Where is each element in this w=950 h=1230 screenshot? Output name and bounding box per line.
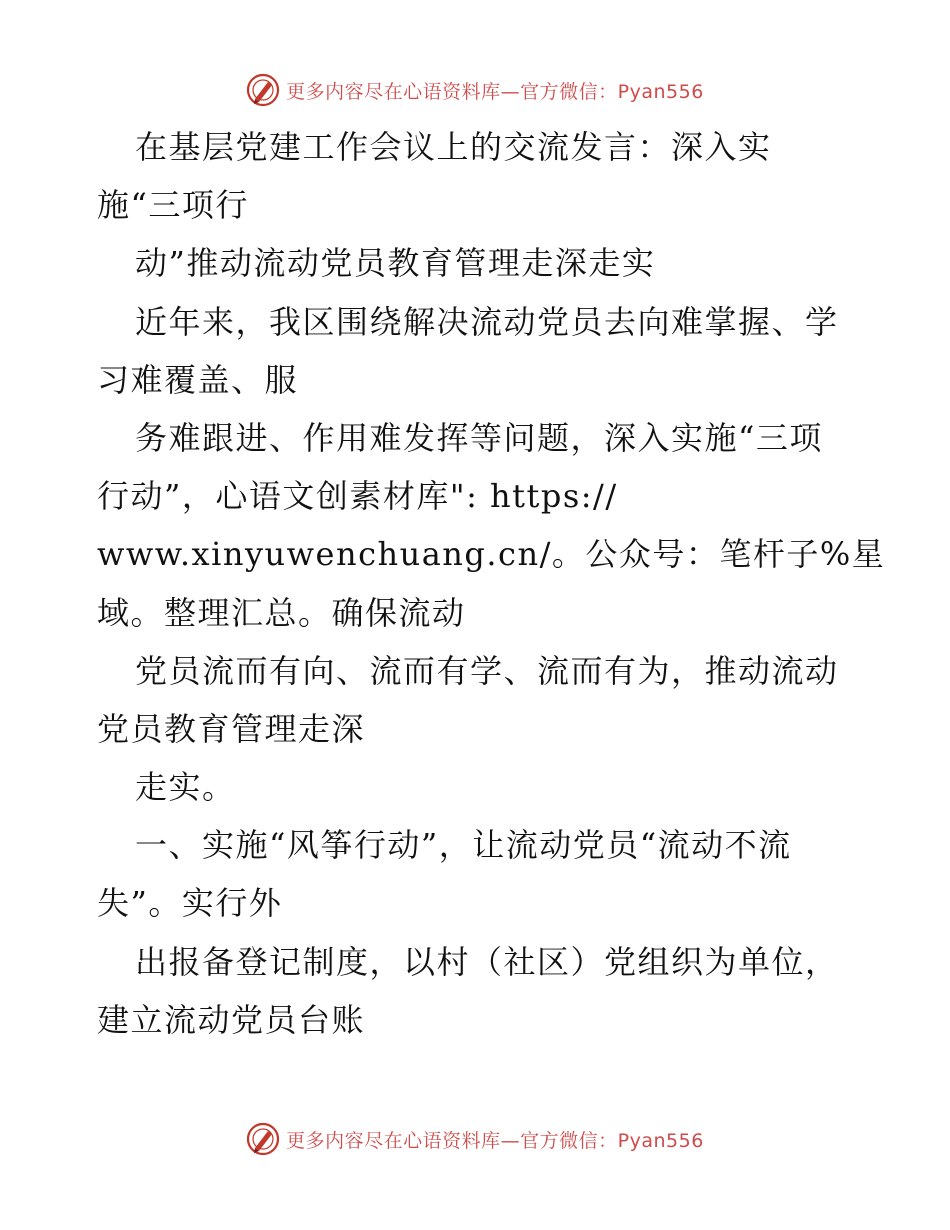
watermark-text: 更多内容尽在心语资料库—官方微信：Pyan556 (286, 80, 704, 103)
text-line: 出报备登记制度，以村（社区）党组织为单位， (135, 942, 839, 981)
text-line: 务难跟进、作用难发挥等问题，深入实施“三项 (135, 418, 823, 457)
text-line: 失”。实行外 (97, 884, 283, 923)
text-line: 施“三项行 (97, 186, 249, 225)
watermark-text: 更多内容尽在心语资料库—官方微信：Pyan556 (286, 1129, 704, 1152)
text-line: 党员教育管理走深 (97, 709, 366, 748)
text-line: www.xinyuwenchuang.cn/。公众号：笔杆子%星 (97, 535, 886, 574)
footer-watermark (0, 1119, 950, 1159)
header-watermark (0, 70, 950, 110)
document-body (97, 118, 887, 1049)
text-line: 动”推动流动党员教育管理走深走实 (135, 244, 656, 283)
pen-logo-icon (246, 1122, 280, 1156)
text-line: 党员流而有向、流而有学、流而有为，推动流动 (135, 651, 839, 690)
text-line: 域。整理汇总。确保流动 (97, 593, 466, 632)
text-line: 近年来，我区围绕解决流动党员去向难掌握、学 (135, 302, 839, 341)
text-line: 在基层党建工作会议上的交流发言：深入实 (135, 128, 772, 166)
text-line: 行动”，心语文创素材库": https:// (97, 477, 618, 516)
text-line: 建立流动党员台账 (97, 1000, 366, 1039)
text-line: 习难覆盖、服 (97, 360, 299, 399)
text-line: 一、实施“风筝行动”，让流动党员“流动不流 (135, 826, 792, 865)
pen-logo-icon (246, 73, 280, 107)
text-line: 走实。 (135, 768, 236, 807)
